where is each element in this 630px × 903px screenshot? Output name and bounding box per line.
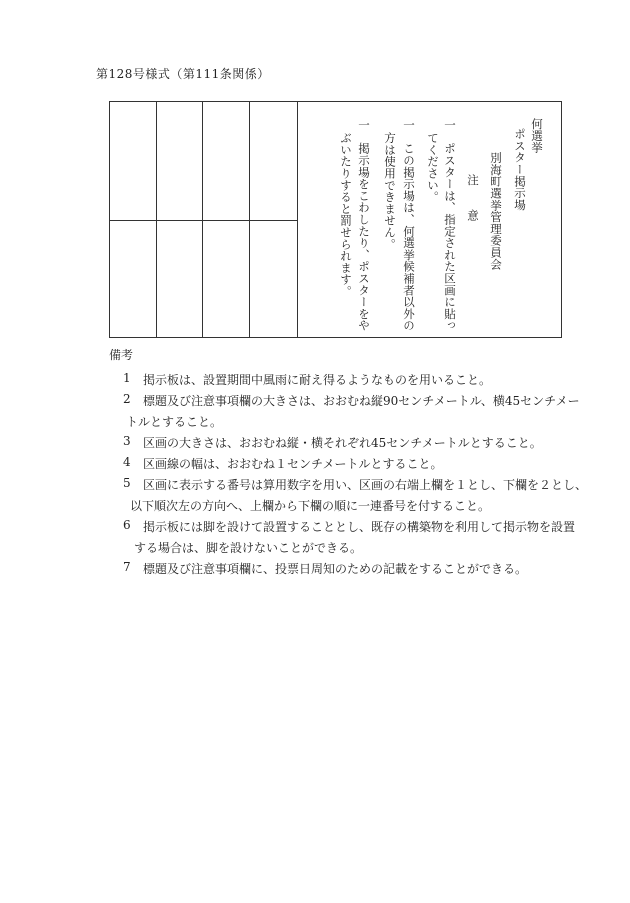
remark-text: 区画に表示する番号は算用数字を用い、区画の右端上欄を１とし、下欄を２とし、 xyxy=(143,478,588,492)
remark-text: 掲示板には脚を設けて設置することとし、既存の構築物を利用して掲示物を設置 xyxy=(143,520,576,534)
committee-name: 別海町選挙管理委員会 xyxy=(489,152,503,270)
remark-text-continued: 以下順次左の方向へ、上欄から下欄の順に一連番号を付すること。 xyxy=(130,499,491,513)
notice-item-3: 一 掲示場をこわしたり、ポスターをや xyxy=(357,119,371,332)
remark-text: 標題及び注意事項欄に、投票日周知のための記載をすることができる。 xyxy=(143,562,528,576)
remark-text: 標題及び注意事項欄の大きさは、おおむね縦90センチメートル、横45センチメー xyxy=(143,394,580,408)
remark-number: 7 xyxy=(123,560,131,574)
remarks-title: 備考 xyxy=(109,348,134,362)
remark-text: 区画の大きさは、おおむね縦・横それぞれ45センチメートルとすること。 xyxy=(143,436,542,450)
election-name: 何選挙 xyxy=(530,118,544,154)
remark-number: 2 xyxy=(123,392,131,406)
poster-board-title: ポスター掲示場 xyxy=(513,128,527,211)
remark-text-continued: トルとすること。 xyxy=(126,415,223,429)
section-row-divider xyxy=(110,220,297,221)
notice-item-1: 一 ポスターは、指定された区画に貼っ xyxy=(443,119,457,332)
remark-number: 3 xyxy=(123,434,131,448)
notice-panel xyxy=(297,102,561,337)
remark-number: 5 xyxy=(123,476,131,490)
notice-heading: 注 意 xyxy=(466,174,480,222)
notice-item-1-cont: てください。 xyxy=(426,132,440,203)
poster-board-diagram xyxy=(109,101,562,338)
remark-text: 掲示板は、設置期間中風雨に耐え得るようなものを用いること。 xyxy=(143,373,492,387)
remark-number: 6 xyxy=(123,518,131,532)
remark-text: 区画線の幅は、おおむね１センチメートルとすること。 xyxy=(143,457,443,471)
form-number: 第128号様式（第111条関係） xyxy=(96,67,270,81)
notice-item-3-cont: ぶいたりすると罰せられます。 xyxy=(339,132,353,298)
remark-number: 1 xyxy=(123,371,131,385)
remark-text-continued: する場合は、脚を設けないことができる。 xyxy=(134,541,363,555)
remark-number: 4 xyxy=(123,455,131,469)
notice-item-2: 一 この掲示場は、何選挙候補者以外の xyxy=(402,119,416,332)
notice-item-2-cont: 方は使用できません。 xyxy=(383,132,397,250)
